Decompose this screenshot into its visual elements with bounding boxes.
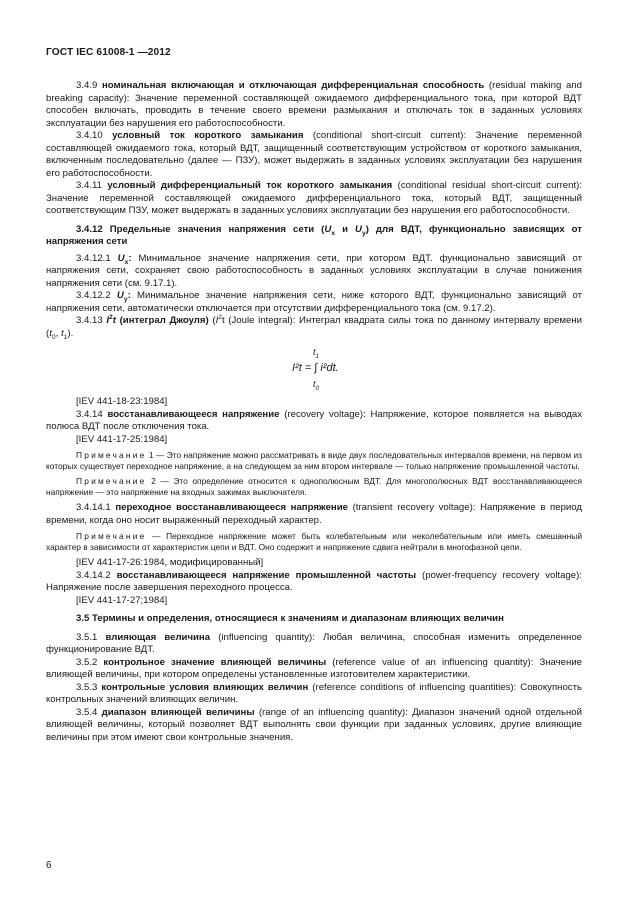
term: диапазон влияющей величины [101, 706, 255, 718]
term: контрольное значение влияющей величины [103, 656, 327, 668]
clause-3-5-2: 3.5.2 контрольное значение влияющей величины (reference value of an influencing quantity): Значение влияющей величины, при котором определены установленные изготовителем характеристики. [46, 656, 582, 680]
note-3: Примечание — Переходное напряжение может быть колебательным или неколебательным или иметь смешанный характер в зависимости от характеристик цепи и ВДТ. Оно содержит и напряжение сдвига нейтрали в многофазной цепи. [46, 531, 582, 552]
clause-3-4-14-1: 3.4.14.1 переходное восстанавливающееся напряжение (transient recovery voltage): Напряжение в период времени, когда оно носит выраженный переходный характер. [46, 502, 582, 526]
term: условный ток короткого замыкания [112, 130, 304, 141]
integral-lower-limit: $t_0$ [313, 379, 320, 392]
term: влияющая величина [105, 631, 211, 643]
clause-3-4-14: 3.4.14 восстанавливающееся напряжение (recovery voltage): Напряжение, которое появляется на выводах полюса ВДТ после отключения тока. [46, 408, 583, 432]
clause-3-4-12-heading: 3.4.12 Предельные значения напряжения сети ($U_x$ и $U_y$) для ВДТ, функционально зависящих от напряжения сети [46, 223, 583, 247]
iev-reference: [IEV 441-17-25:1984] [76, 433, 168, 445]
term: восстанавливающееся напряжение [107, 408, 280, 420]
note-2: Примечание 2 — Это определение относится к однополюсным ВДТ. Для многополюсных ВДТ восстанавливающееся напряжение — это напряжение на входных зажимах выключателя. [46, 476, 582, 497]
term: условный дифференциальный ток короткого замыкания [107, 180, 393, 191]
term: переходное восстанавливающееся напряжение [115, 502, 348, 513]
clause-3-5-4: 3.5.4 диапазон влияющей величины (range of an influencing quantity): Диапазон значений одной отдельной влияющей величины, который позволяет ВДТ выполнять свои функции при заданных условиях, другие влияющие величины при этом имеют свои контрольные значения. [46, 706, 582, 743]
clause-3-4-12-2: 3.4.12.2 $U_y$: Минимальное значение напряжения сети, ниже которого ВДТ, функционально зависящий от напряжения сети, автоматически отключается при отсутствии дифференциального тока (см. 9.17.2). [46, 290, 582, 314]
note-1: Примечание 1 — Это напряжение можно рассматривать в виде двух последовательных интервалов времени, на первом из которых существует переходное напряжение, а на следующем за ним втором интервале — только напряжение промышленной частоты. [46, 450, 582, 471]
iev-reference: [IEV 441-17-27;1984] [76, 594, 168, 606]
page-number: 6 [46, 860, 52, 871]
term: номинальная включающая и отключающая дифференциальная способность [102, 80, 485, 91]
clause-3-4-9: 3.4.9 номинальная включающая и отключающая дифференциальная способность (residual making and breaking capacity): Значение переменной составляющей ожидаемого дифференциального тока, при которой ВДТ способен включать, проводить в течение своего времени размыкания и отключать ток в заданных условиях эксплуатации без нарушения его работоспособности. [46, 80, 582, 129]
integral-expression: I²t = ∫ i²dt. [292, 362, 339, 374]
clause-3-4-11: 3.4.11 условный дифференциальный ток короткого замыкания (conditional residual short-circuit current): Значение переменной составляющей ожидаемого дифференциального тока, который ВДТ, защищенный соответствующим ПЗУ, может выдержать в заданных условиях эксплуатации без нарушения его работоспособности. [46, 180, 582, 216]
iev-reference: [IEV 441-17-26:1984, модифицированный] [76, 557, 264, 568]
joule-integral-formula [46, 346, 582, 394]
section-3-5-heading: 3.5 Термины и определения, относящиеся к значениям и диапазонам влияющих величин [76, 613, 504, 624]
document-header: ГОСТ IEC 61008-1 —2012 [46, 47, 171, 58]
clause-3-4-12-1: 3.4.12.1 $U_x$: Минимальное значение напряжения сети, при котором ВДТ. функционально зависящий от напряжения сети, сохраняет свою работоспособность в заданных условиях эксплуатации в случае понижения напряжения сети (см. 9.17.1). [46, 252, 582, 289]
clause-3-4-14-2: 3.4.14.2 восстанавливающееся напряжение промышленной частоты (power-frequency recovery voltage): Напряжение после завершения переходного процесса. [46, 569, 582, 593]
clause-3-5-3: 3.5.3 контрольные условия влияющих величин (reference conditions of influencing quantities): Совокупность контрольных значений влияющих величин. [46, 681, 582, 705]
term: восстанавливающееся напряжение промышленной частоты [116, 569, 417, 581]
integral-upper-limit: $t_1$ [313, 347, 320, 360]
document-body [46, 80, 582, 744]
term: контрольные условия влияющих величин [101, 681, 309, 693]
clause-3-4-10: 3.4.10 условный ток короткого замыкания (conditional short-circuit current): Значение переменной составляющей ожидаемого тока, который ВДТ, защищенный соответствующим устройством от короткого замыкания, включенным последовательно (далее — ПЗУ), может выдержать в заданных условиях эксплуатации без нарушения его работоспособности. [46, 130, 583, 179]
iev-reference: [IEV 441-18-23:1984] [76, 396, 168, 407]
clause-3-4-13: 3.4.13 $I^2t$ (интеграл Джоуля) ($I^2t$ (Joule integral): Интеграл квадрата силы тока по данному интервалу времени ($t_0$, $t_1$). [46, 313, 583, 341]
clause-3-5-1: 3.5.1 влияющая величина (influencing quantity): Любая величина, способная изменить определенное функционирование ВДТ. [46, 631, 583, 655]
